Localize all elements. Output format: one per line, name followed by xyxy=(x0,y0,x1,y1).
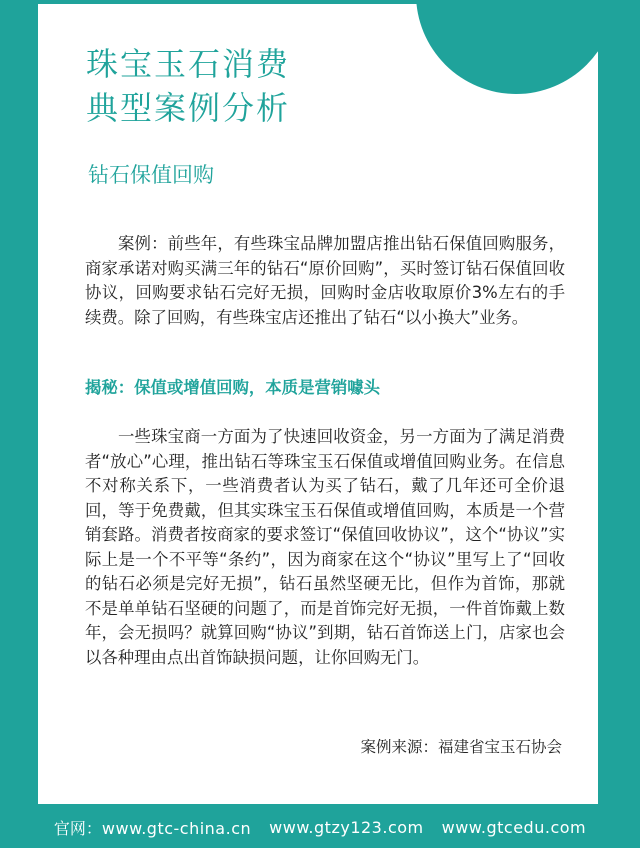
footer-link-gtc-china[interactable]: www.gtc-china.cn xyxy=(101,818,252,838)
case-source: 案例来源：福建省宝玉石协会 xyxy=(360,738,562,756)
reveal-paragraph: 一些珠宝商一方面为了快速回收资金，另一方面为了满足消费者“放心”心理，推出钻石等珠宝玉石保值或增值回购业务。在信息不对称关系下，一些消费者认为买了钻石，戴了几年还可全价退回，等于免费戴，但其实珠宝玉石保值或增值回购，本质是一个营销套路。消费者按商家的要求签订“保值回收协议”，这个“协议”实际上是一个不平等“条约”，因为商家在这个“协议”里写上了“回收的钻石必须是完好无损”，钻石虽然坚硬无比，但作为首饰，那就不是单单钻石坚硬的问题了，而是首饰完好无损，一件首饰戴上数年，会无损吗？就算回购“协议”到期，钻石首饰送上门，店家也会以各种理由点出首饰缺损问题，让你回购无门。 xyxy=(85,427,565,667)
content-card xyxy=(38,4,598,804)
title-line-2: 典型案例分析 xyxy=(86,89,291,127)
title-line-1: 珠宝玉石消费 xyxy=(86,45,291,83)
footer-link-gtcedu[interactable]: www.gtcedu.com xyxy=(441,817,587,837)
case-subtitle: 钻石保值回购 xyxy=(88,163,214,187)
footer-label-links xyxy=(54,816,251,839)
page-title xyxy=(86,42,290,130)
badge-circle xyxy=(416,4,598,94)
case-paragraph: 案例：前些年，有些珠宝品牌加盟店推出钻石保值回购服务，商家承诺对购买满三年的钻石“原价回购”，买时签订钻石保值回收协议，回购要求钻石完好无损，回购时金店收取原价3%左右的手续费。除了回购，有些珠宝店还推出了钻石“以小换大”业务。 xyxy=(85,234,565,327)
footer-links xyxy=(0,812,640,842)
reveal-heading: 揭秘：保值或增值回购，本质是营销噱头 xyxy=(85,378,381,397)
footer-label: 官网： xyxy=(53,818,102,838)
footer-link-gtzy123[interactable]: www.gtzy123.com xyxy=(269,817,424,837)
